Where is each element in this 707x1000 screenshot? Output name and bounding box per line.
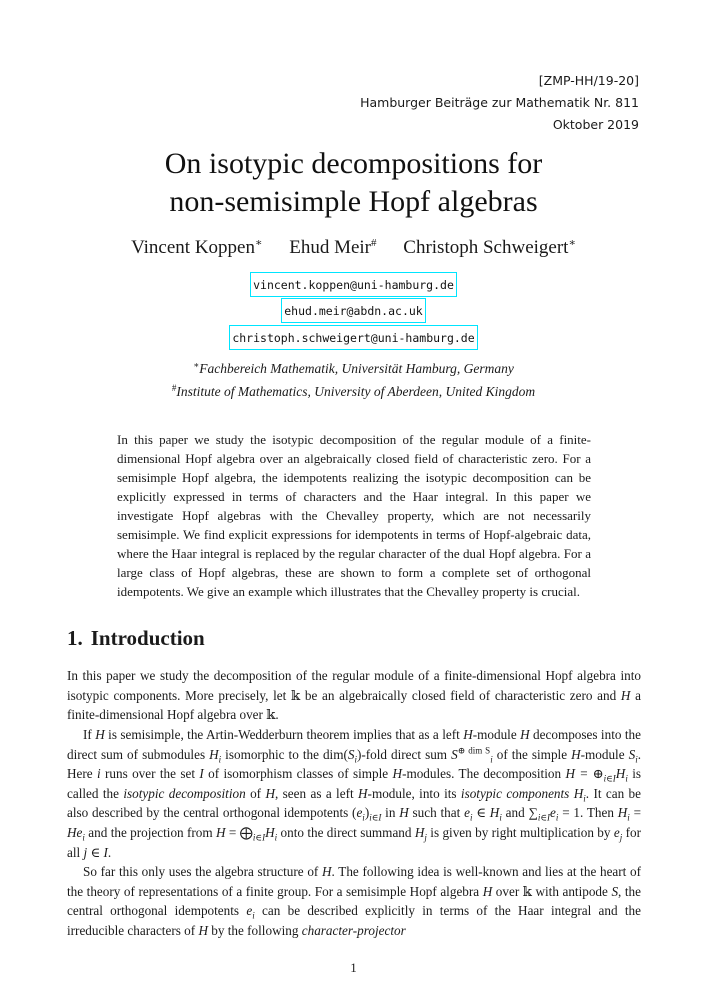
page-number: 1	[350, 960, 357, 975]
affiliation-mark: #	[171, 383, 177, 393]
affiliation-mark: ∗	[193, 360, 200, 370]
affiliation-text: Institute of Mathematics, University of Aberdeen, United Kingdom	[176, 384, 536, 399]
email-link-meir[interactable]: ehud.meir@abdn.ac.uk	[281, 298, 425, 323]
section-title: Introduction	[90, 626, 205, 650]
affiliation-mark: ∗	[254, 237, 263, 249]
author-name: Christoph Schweigert	[403, 237, 569, 258]
publication-date: Oktober 2019	[552, 117, 639, 132]
abstract: In this paper we study the isotypic decomposition of the regular module of a finite-dimensional Hopf algebra over an algebraically closed field of characteristic zero. For a semisimple Hopf algebra, the idempotents realizing the isotypic decomposition can be explicitly expressed in terms of characters and the Haar integral. In this paper we investigate Hopf algebras with the Chevalley property, which are not necessarily semisimple. We find explicit expressions for idempotents in terms of Hopf-algebraic data, where the Haar integral is replaced by the regular character of the dual Hopf algebra. For a large class of Hopf algebras, these are shown to form a complete set of orthogonal idempotents. We give an example which illustrates that the Chevalley property is crucial.	[117, 432, 591, 599]
section-heading	[67, 626, 205, 651]
author-name: Vincent Koppen	[131, 237, 255, 258]
email-link-koppen[interactable]: vincent.koppen@uni-hamburg.de	[250, 272, 457, 297]
author	[289, 237, 376, 258]
affiliation-text: Fachbereich Mathematik, Universität Hamburg, Germany	[199, 361, 514, 376]
paragraph-3: So far this only uses the algebra structure of H. The following idea is well-known and lies at the heart of the theory of representations of a finite group. For a semisimple Hopf algebra H over 𝕜 with antipode S, the central orthogonal idempotents $e_i$ can be described explicitly in terms of the Haar integral and the irreducible characters of H by the following character-projector	[67, 864, 642, 938]
author-name: Ehud Meir	[289, 237, 372, 258]
affiliation-mark: #	[371, 237, 377, 249]
term-isotypic-decomposition: isotypic decomposition	[123, 785, 246, 801]
preprint-header	[360, 70, 639, 136]
affiliation-aberdeen	[0, 383, 707, 400]
email-row	[0, 325, 707, 350]
paper-title	[0, 145, 707, 221]
paragraph-2: If H is semisimple, the Artin-Wedderburn theorem implies that as a left H-module H decomposes into the direct sum of submodules $H_i$ isomorphic to the $dim(S_i)$-fold direct sum $S^{\oplus dim S}_i$ of the simple H-module $S_i$. Here i runs over the set I of isomorphism classes of simple H-modules. The decomposition $H = \oplus_{i\in I}H_i$ is called the isotypic decomposition of H, seen as a left H-module, into its isotypic components $H_i$. It can be also described by the central orthogonal idempotents $(e_i)_{i\in I}$ in H such that $e_i$ ∈ $H_i$ and $\sum_{i\in I}e_i = 1$. Then $H_i = He_i$ and the projection from $H = ⨁_{i\in I}H_i$ onto the direct summand $H_j$ is given by right multiplication by $e_j$ for all j ∈ I.	[67, 727, 642, 860]
author-list	[0, 236, 707, 259]
author	[131, 237, 262, 258]
author	[403, 237, 576, 258]
paragraph-1: In this paper we study the decomposition of the regular module of a finite-dimensional Hopf algebra into isotypic components. More precisely, let 𝕜 be an algebraically closed field of characteristic zero and H a finite-dimensional Hopf algebra over 𝕜.	[67, 668, 641, 723]
affiliation-mark: ∗	[568, 237, 576, 249]
section-number: 1.	[67, 626, 83, 650]
email-link-schweigert[interactable]: christoph.schweigert@uni-hamburg.de	[229, 325, 477, 350]
series-name: Hamburger Beiträge zur Mathematik Nr. 811	[360, 95, 639, 110]
term-character-projector: character-projector	[301, 922, 406, 938]
report-number: [ZMP-HH/19-20]	[538, 73, 639, 88]
title-line-2: non-semisimple Hopf algebras	[169, 185, 538, 218]
email-row	[0, 272, 707, 297]
affiliation-hamburg	[0, 360, 707, 377]
email-row	[0, 298, 707, 323]
title-line-1: On isotypic decompositions for	[164, 147, 543, 180]
term-isotypic-components: isotypic components	[460, 785, 570, 801]
